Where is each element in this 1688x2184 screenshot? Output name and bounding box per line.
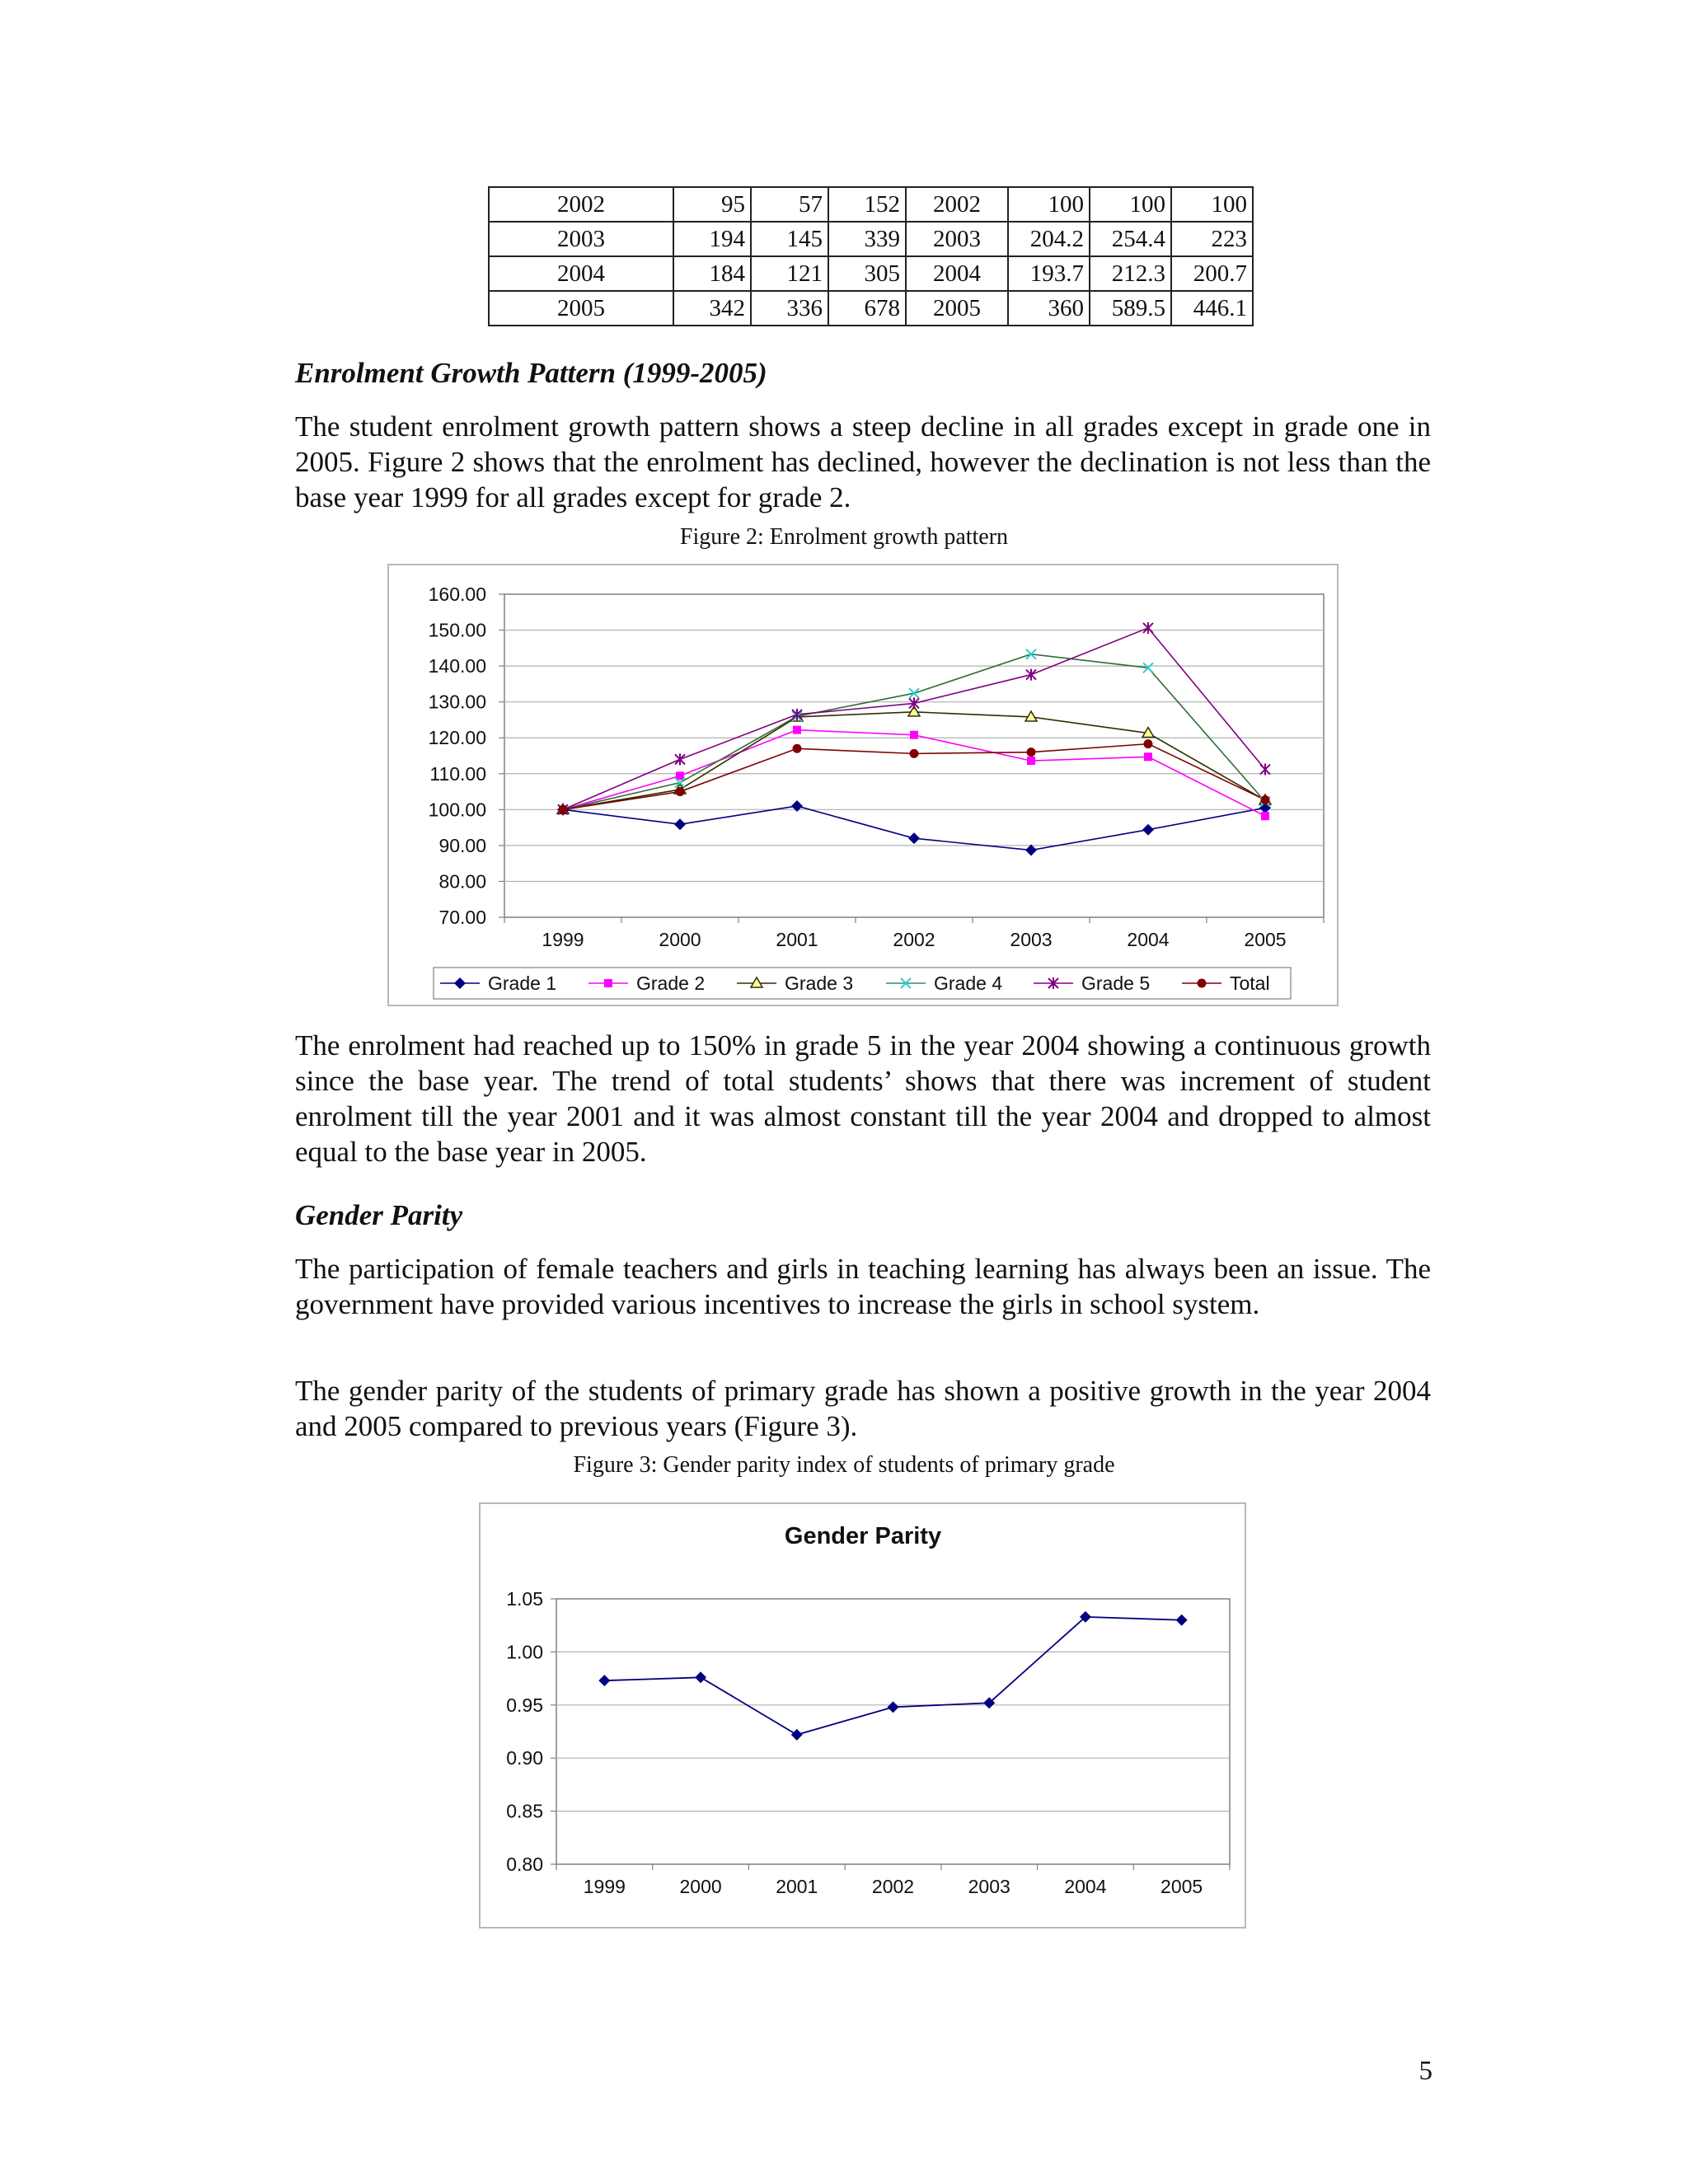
legend-label: Grade 3 (785, 972, 854, 994)
x-tick-label: 2002 (871, 1876, 915, 1897)
legend-marker (1198, 979, 1207, 988)
y-tick-label: 0.90 (506, 1747, 543, 1769)
gender-parity-chart-svg (481, 1504, 1245, 1927)
table-cell: 194 (673, 222, 751, 256)
data-point (1027, 757, 1035, 765)
table-cell: 446.1 (1171, 291, 1253, 326)
table-cell: 360 (1008, 291, 1090, 326)
figure-2-caption: Figure 2: Enrolment growth pattern (679, 524, 1009, 550)
table-cell: 305 (828, 256, 906, 291)
x-tick-label: 2001 (776, 1876, 818, 1897)
gender-parity-chart (479, 1502, 1246, 1929)
legend-label: Grade 5 (1081, 972, 1151, 994)
x-tick-label: 2003 (1010, 929, 1053, 950)
table-cell: 184 (673, 256, 751, 291)
table-cell: 2005 (906, 291, 1008, 326)
legend-label: Total (1230, 972, 1270, 994)
section-heading-enrolment: Enrolment Growth Pattern (1999-2005) (295, 357, 767, 389)
table-cell: 100 (1008, 187, 1090, 222)
y-tick-label: 150.00 (428, 619, 486, 641)
x-tick-label: 2005 (1160, 1876, 1203, 1897)
paragraph-enrolment-growth: The student enrolment growth pattern shows a steep decline in all grades except in grade one in 2005. Figure 2 shows that the enrolment has declined, however the declination is not less than the base year 1999 for all grades except for grade 2. (295, 410, 1431, 513)
legend-box (434, 968, 1291, 999)
y-tick-label: 100.00 (428, 799, 486, 821)
table-cell: 95 (673, 187, 751, 222)
table-cell: 223 (1171, 222, 1253, 256)
y-tick-label: 80.00 (438, 870, 486, 893)
chart-title: Gender Parity (784, 1523, 942, 1549)
enrolment-growth-chart (387, 564, 1339, 1006)
table-row (489, 291, 1253, 326)
paragraph-enrolment-reached: The enrolment had reached up to 150% in grade 5 in the year 2004 showing a continuous growth since the base year. The trend of total students’ shows that there was increment of student enrolment till the year 2001 and it was almost constant till the year 2004 and dropped to almost equal to the base year in 2005. (295, 1029, 1431, 1168)
table-cell: 2003 (906, 222, 1008, 256)
y-tick-label: 0.80 (506, 1854, 543, 1875)
data-point (1144, 752, 1152, 761)
data-point (793, 726, 801, 734)
table-cell: 589.5 (1090, 291, 1171, 326)
table-cell: 145 (751, 222, 828, 256)
x-tick-label: 2001 (776, 929, 818, 950)
paragraph-gender-parity-growth: The gender parity of the students of primary grade has shown a positive growth in the year 2004 and 2005 compared to previous years (Figure 3). (295, 1375, 1431, 1442)
table-row (489, 222, 1253, 256)
table-cell: 254.4 (1090, 222, 1171, 256)
x-tick-label: 2005 (1244, 929, 1287, 950)
data-point (910, 731, 918, 739)
legend-label: Grade 4 (934, 972, 1003, 994)
data-point (1027, 748, 1036, 757)
data-point (1144, 739, 1153, 748)
enrolment-growth-chart-svg (389, 565, 1337, 1005)
data-point (1261, 812, 1269, 820)
y-tick-label: 140.00 (428, 655, 486, 677)
x-tick-label: 2000 (659, 929, 701, 950)
y-tick-label: 120.00 (428, 727, 486, 749)
data-point (1261, 795, 1270, 804)
table-row (489, 187, 1253, 222)
table-cell: 342 (673, 291, 751, 326)
y-tick-label: 160.00 (428, 583, 486, 605)
section-heading-gender-parity: Gender Parity (295, 1199, 463, 1231)
enrolment-table-body (489, 187, 1253, 326)
table-cell: 336 (751, 291, 828, 326)
figure-3-caption: Figure 3: Gender parity index of students of primary grade (573, 1452, 1115, 1478)
table-row (489, 256, 1253, 291)
table-cell: 2005 (489, 291, 673, 326)
y-tick-label: 0.85 (506, 1800, 543, 1822)
table-cell: 100 (1171, 187, 1253, 222)
data-point (793, 744, 802, 753)
y-tick-label: 70.00 (438, 907, 486, 928)
x-tick-label: 1999 (583, 1876, 626, 1897)
y-tick-label: 90.00 (438, 834, 486, 856)
table-cell: 2002 (906, 187, 1008, 222)
table-cell: 57 (751, 187, 828, 222)
table-cell: 100 (1090, 187, 1171, 222)
data-point (559, 805, 568, 814)
x-tick-label: 2004 (1064, 1876, 1107, 1897)
legend-marker (604, 979, 612, 987)
table-cell: 152 (828, 187, 906, 222)
plot-area (556, 1599, 1230, 1864)
legend-label: Grade 1 (488, 972, 557, 994)
x-tick-label: 1999 (542, 929, 584, 950)
table-cell: 212.3 (1090, 256, 1171, 291)
y-tick-label: 0.95 (506, 1694, 543, 1716)
data-point (676, 787, 685, 796)
enrolment-table (488, 186, 1254, 326)
table-cell: 204.2 (1008, 222, 1090, 256)
y-tick-label: 110.00 (429, 762, 486, 785)
x-tick-label: 2000 (679, 1876, 722, 1897)
table-cell: 678 (828, 291, 906, 326)
table-cell: 339 (828, 222, 906, 256)
x-tick-label: 2003 (968, 1876, 1010, 1897)
x-tick-label: 2004 (1127, 929, 1170, 950)
page-number: 5 (1418, 2056, 1432, 2086)
table-cell: 2004 (489, 256, 673, 291)
y-tick-label: 1.00 (506, 1641, 543, 1663)
table-cell: 121 (751, 256, 828, 291)
table-cell: 200.7 (1171, 256, 1253, 291)
table-cell: 2003 (489, 222, 673, 256)
x-tick-label: 2002 (893, 929, 935, 950)
table-cell: 2002 (489, 187, 673, 222)
table-cell: 193.7 (1008, 256, 1090, 291)
paragraph-gender-participation: The participation of female teachers and girls in teaching learning has always been an issue. The government have provided various incentives to increase the girls in school system. (295, 1253, 1431, 1320)
y-tick-label: 1.05 (506, 1588, 543, 1610)
legend-label: Grade 2 (636, 972, 706, 994)
data-point (910, 749, 919, 758)
table-cell: 2004 (906, 256, 1008, 291)
y-tick-label: 130.00 (428, 691, 486, 713)
